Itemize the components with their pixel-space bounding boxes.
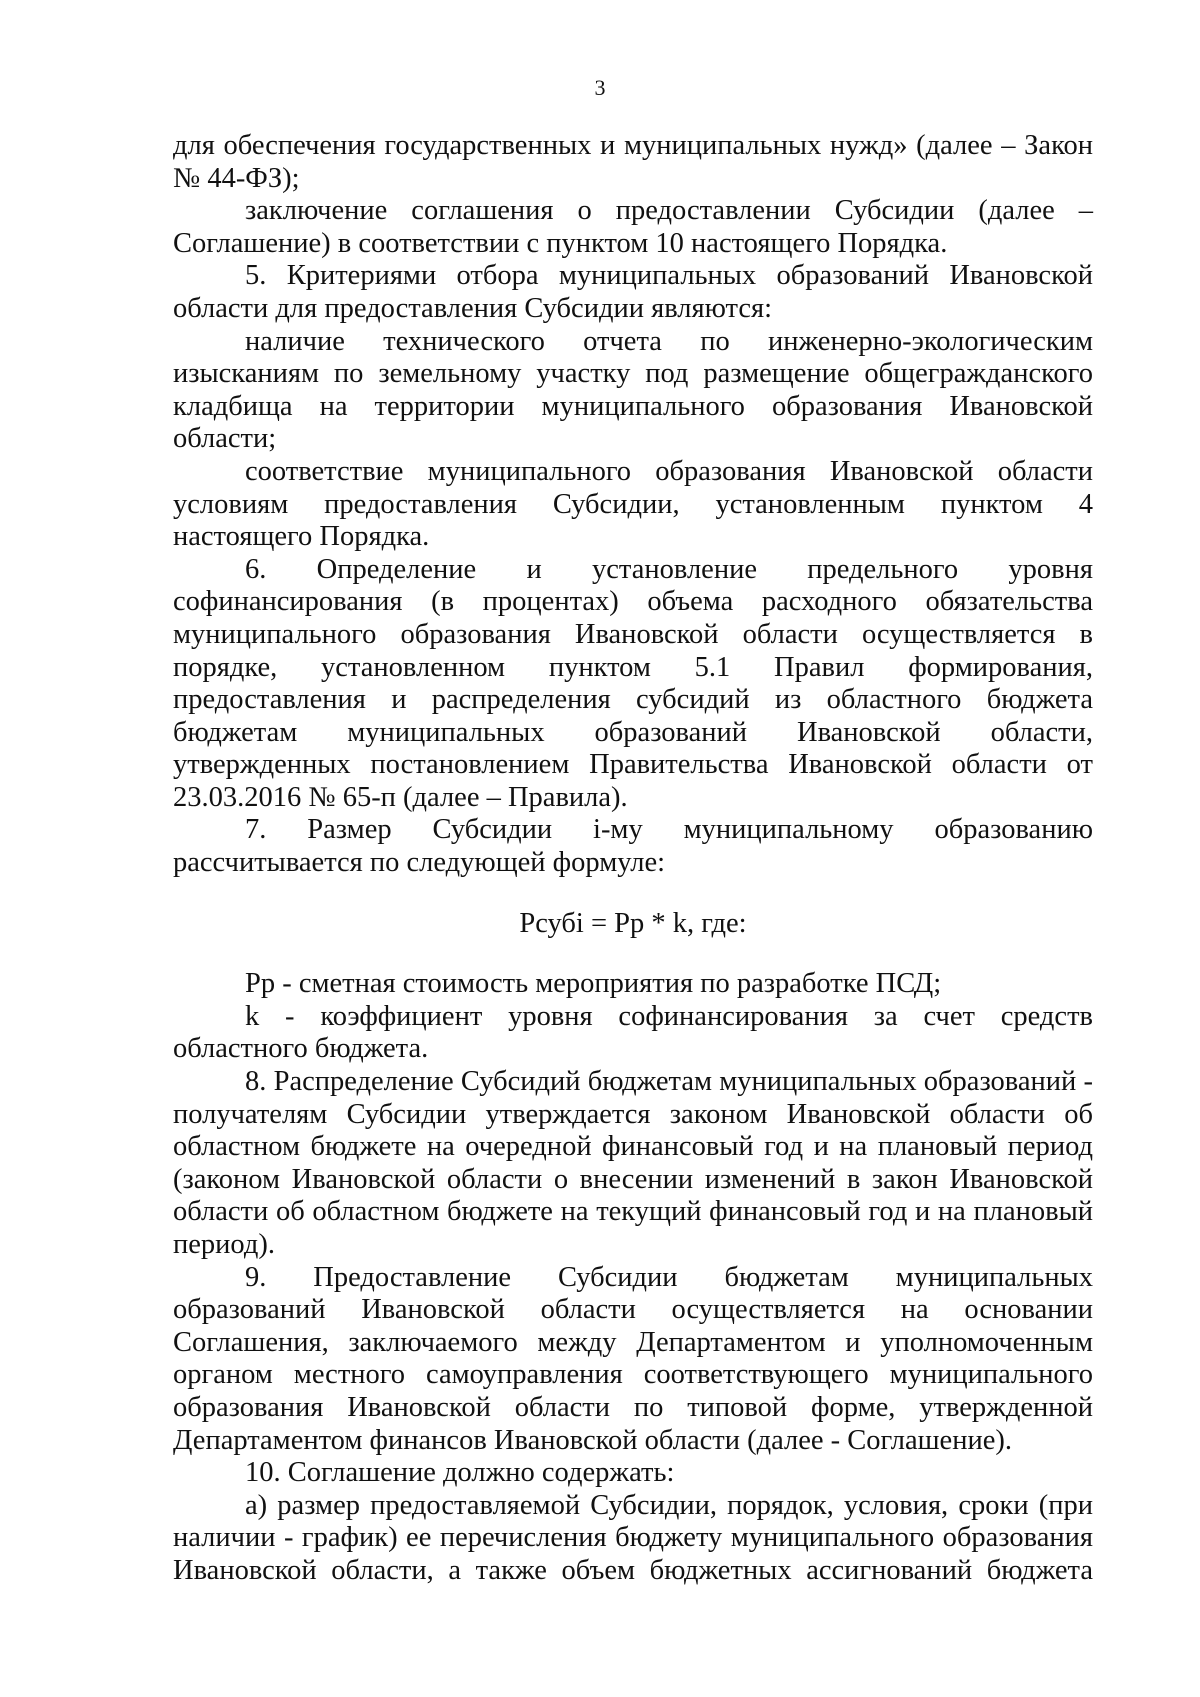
page-number: 3 [594, 75, 606, 100]
paragraph-technical-report: наличие технического отчета по инженерно-экологическим изысканиям по земельному участку под размещение общегражданского кладбища на территории муниципального образования Ивановской области; [173, 325, 1093, 455]
formula-definition-k: k - коэффициент уровня софинансирования за счет средств областного бюджета. [173, 1000, 1093, 1065]
paragraph-law-44-fz-continuation: для обеспечения государственных и муниципальных нужд» (далее – Закон № 44-ФЗ); [173, 130, 1093, 194]
paragraph-5-selection-criteria: 5. Критериями отбора муниципальных образований Ивановской области для предоставления Субсидии являются: [173, 260, 1093, 324]
paragraph-7-subsidy-size: 7. Размер Субсидии i-му муниципальному образованию рассчитывается по следующей формуле: [173, 814, 1093, 879]
paragraph-6-cofinancing-level: 6. Определение и установление предельного уровня софинансирования (в процентах) объема расходного обязательства муниципального образования Ивановской области осуществляется в порядке, установленном пунктом 5.1 Правил формирования, предоставления и распределения субсидий из областного бюджета бюджетам муниципальных образований Ивановской области, утвержденных постановлением Правительства Ивановской области от 23.03.2016 № 65-п (далее – Правила). [173, 553, 1093, 813]
paragraph-agreement-conclusion: заключение соглашения о предоставлении Субсидии (далее – Соглашение) в соответствии с пунктом 10 настоящего Порядка. [173, 195, 1093, 259]
paragraph-8-subsidy-distribution: 8. Распределение Субсидий бюджетам муниципальных образований - получателям Субсидии утверждается законом Ивановской области об областном бюджете на очередной финансовый год и на плановый период (законом Ивановской области о внесении изменений в закон Ивановской области об областном бюджете на текущий финансовый год и на плановый период). [173, 1066, 1093, 1260]
paragraph-9-subsidy-provision: 9. Предоставление Субсидии бюджетам муниципальных образований Ивановской области осуществляется на основании Соглашения, заключаемого между Департаментом и уполномоченным органом местного самоуправления соответствующего муниципального образования Ивановской области по типовой форме, утвержденной Департаментом финансов Ивановской области (далее - Соглашение). [173, 1261, 1093, 1456]
subsidy-formula: Рсубi = Рр * k, где: [519, 907, 747, 939]
formula-definition-rr: Рр - сметная стоимость мероприятия по разработке ПСД; [245, 968, 942, 1000]
paragraph-10a-subsidy-amount: а) размер предоставляемой Субсидии, порядок, условия, сроки (при наличии - график) ее перечисления бюджету муниципального образования Ивановской области, а также объем бюджетных ассигнований бюджета [173, 1489, 1093, 1586]
paragraph-10-agreement-contents: 10. Соглашение должно содержать: [245, 1457, 675, 1489]
document-body [173, 130, 1093, 1588]
paragraph-compliance-conditions: соответствие муниципального образования Ивановской области условиям предоставления Субсидии, установленным пунктом 4 настоящего Порядка. [173, 455, 1093, 553]
